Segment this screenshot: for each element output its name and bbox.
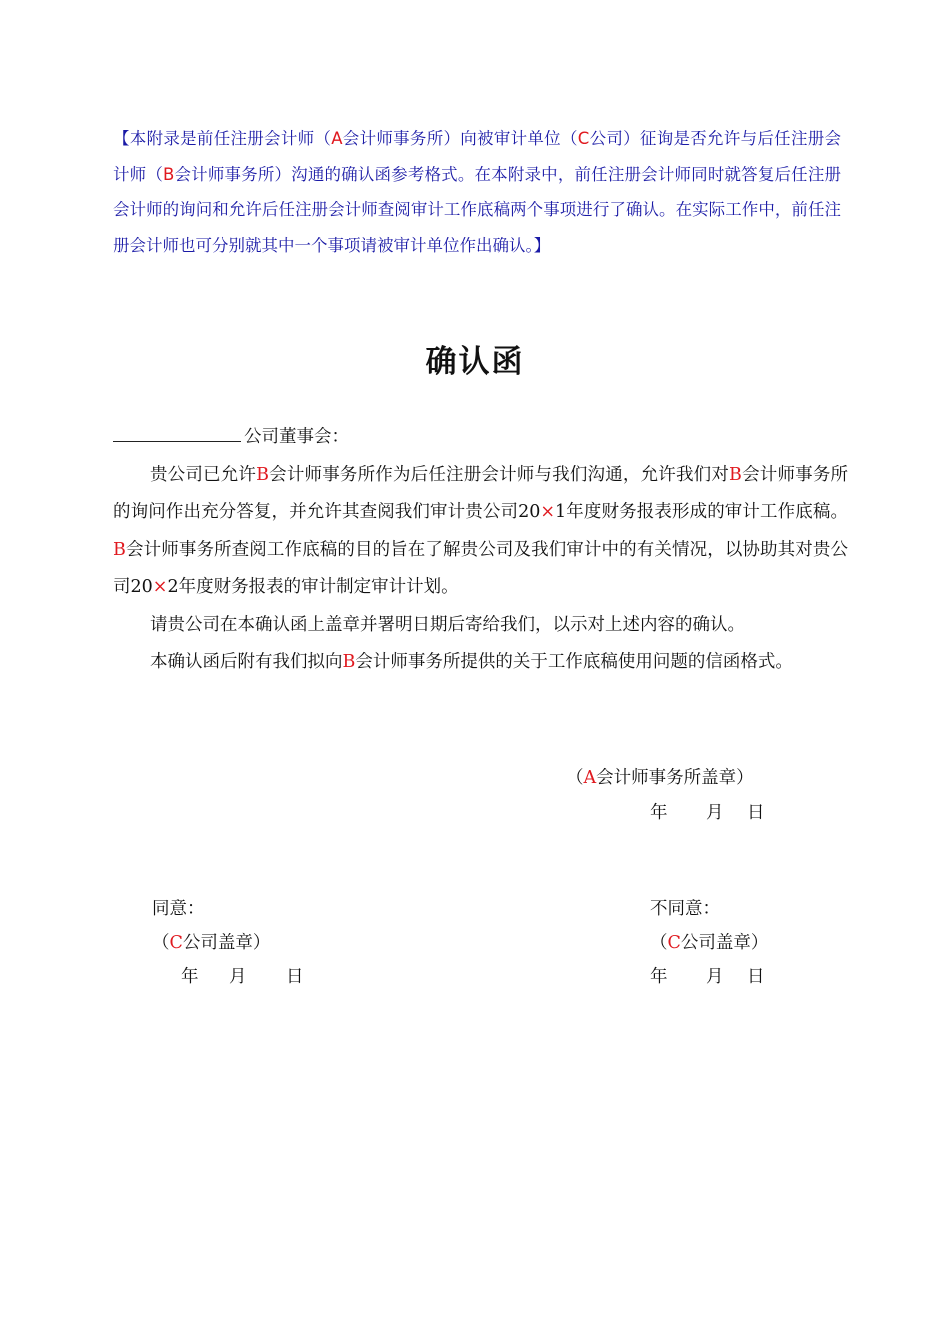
p3-letter-b: B [342,652,356,672]
disagree-label: 不同意： [650,899,720,919]
firm-stamp-letter: A [583,768,597,788]
paragraph-3 [113,644,848,682]
note-letter-c: C [577,129,590,148]
agree-date-year: 年 [181,967,199,987]
agree-stamp-open: （ [152,933,170,953]
note-letter-b: B [163,164,175,184]
firm-date-day: 日 [747,803,765,823]
company-name-blank[interactable] [113,419,241,442]
paragraph-2: 请贵公司在本确认函上盖章并署明日期后寄给我们，以示对上述内容的确认。 [150,614,745,635]
agree-date-month: 月 [229,967,247,987]
firm-date [650,799,765,824]
p1-text-3: 会计师事务所的询问作出充分答复，并允许其查阅我们审计贵公司20 [113,464,849,522]
note-close-bracket: 】 [533,235,551,255]
firm-stamp-open: （ [566,768,584,788]
salutation-text: 公司董事会： [244,427,349,447]
firm-stamp-text: 会计师事务所盖章） [596,768,754,788]
agree-label: 同意： [152,899,205,919]
agree-date [181,963,304,988]
p1-times-2: × [152,577,168,597]
note-text-3: 公司）征询是否允许与后任注册会计师（ [113,129,842,184]
disagree-date-year: 年 [650,967,668,987]
note-text-1: 本附录是前任注册会计师（ [129,129,332,148]
agree-stamp-letter: C [169,933,183,953]
p1-letter-b-1: B [256,464,269,485]
firm-date-month: 月 [706,803,724,823]
note-text-2: 会计师事务所）向被审计单位（ [342,129,578,148]
p3-text-2: 会计师事务所提供的关于工作底稿使用问题的信函格式。 [355,652,793,672]
p1-letter-b-2: B [729,464,742,485]
agree-date-day: 日 [286,967,304,987]
p1-times-1: × [540,502,556,522]
disagree-stamp-open: （ [650,933,668,953]
note-text-4: 会计师事务所）沟通的确认函参考格式。在本附录中，前任注册会计师同时就答复后任注册会计师的询问和允许后任注册会计师查阅审计工作底稿两个事项进行了确认。在实际工作中，前任注册会计师也可分别就其中一个事项请被审计单位作出确认。 [113,164,842,255]
p1-letter-b-3: B [113,539,126,560]
firm-stamp [566,764,754,789]
p1-text-6: 2年度财务报表的审计制定审计计划。 [167,577,459,597]
agree-stamp-text: 公司盖章） [182,933,271,953]
p1-text-1: 贵公司已允许 [150,464,257,485]
disagree-stamp [650,929,768,954]
letter-body [113,419,848,682]
agree-stamp [152,929,270,954]
p1-text-5: 会计师事务所查阅工作底稿的目的旨在了解贵公司及我们审计中的有关情况，以协助其对贵公司20 [113,539,848,597]
p1-text-2: 会计师事务所作为后任注册会计师与我们沟通，允许我们对 [269,464,730,485]
salutation-line [113,419,848,457]
disagree-date-day: 日 [747,967,765,987]
document-title: 确认函 [425,344,525,380]
firm-date-year: 年 [650,803,668,823]
paragraph-1 [113,457,848,607]
note-open-bracket: 【 [113,129,130,148]
disagree-date-month: 月 [706,967,724,987]
p1-text-4: 1年度财务报表形成的审计工作底稿。 [555,502,848,522]
p3-text-1: 本确认函后附有我们拟向 [150,652,343,672]
appendix-note [113,121,841,263]
disagree-stamp-text: 公司盖章） [680,933,769,953]
disagree-stamp-letter: C [667,933,681,953]
disagree-date [650,963,765,988]
note-letter-a: A [331,129,343,148]
